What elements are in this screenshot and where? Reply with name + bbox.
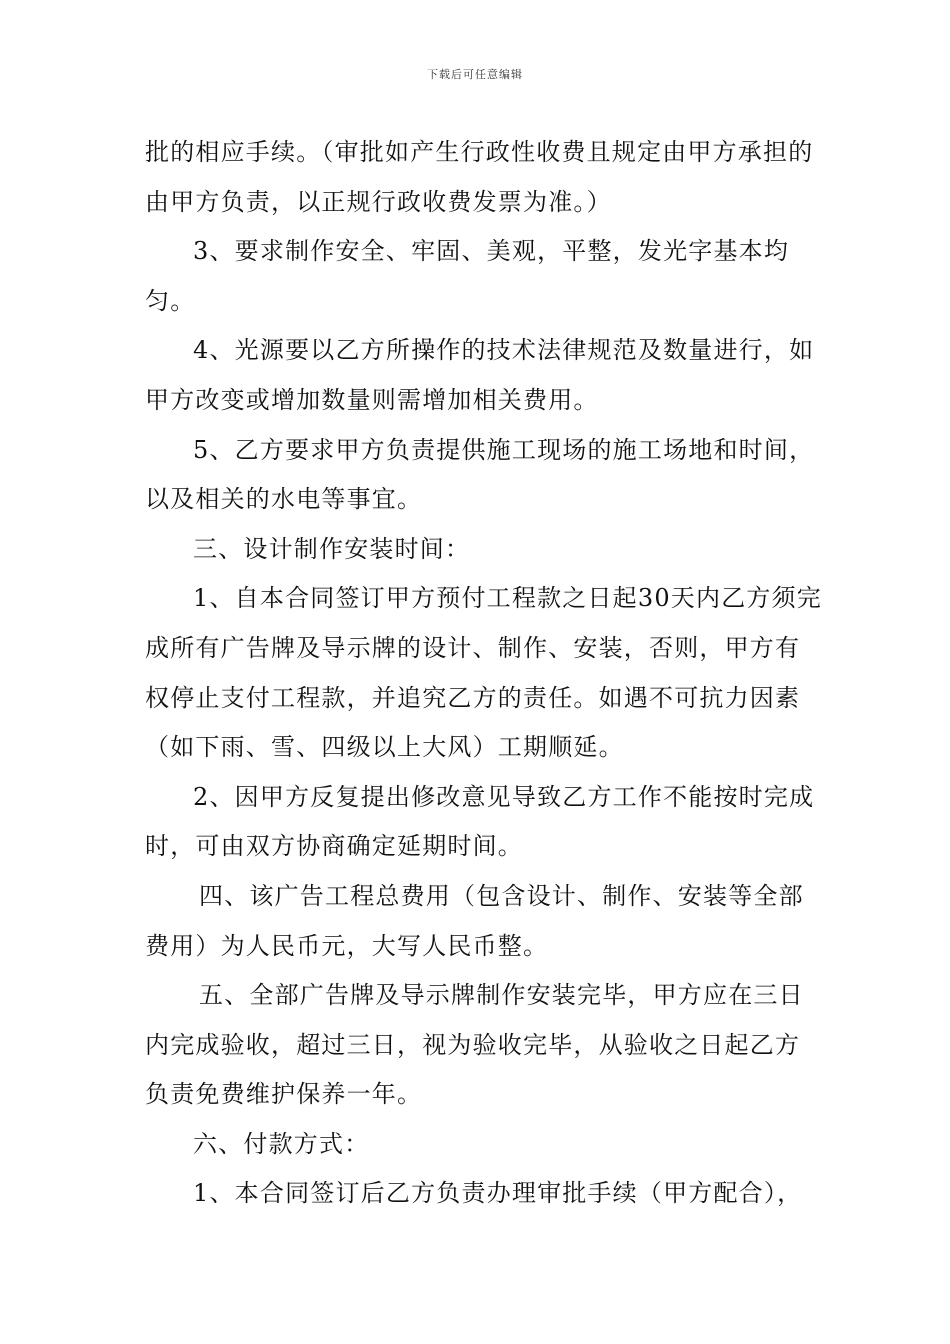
paragraph-clause-3: 3、要求制作安全、牢固、美观，平整，发光字基本均匀。 (145, 237, 790, 315)
paragraph-clause-4: 4、光源要以乙方所操作的技术法律规范及数量进行，如甲方改变或增加数量则需增加相关费用。 (145, 336, 815, 414)
paragraph-approval-continuation: 批的相应手续。（审批如产生行政性收费且规定由甲方承担的由甲方负责，以正规行政收费发票为准。） (145, 138, 814, 216)
paragraph-schedule-2: 2、因甲方反复提出修改意见导致乙方工作不能按时完成时，可由双方协商确定延期时间。 (145, 782, 815, 861)
paragraph-clause-5: 5、乙方要求甲方负责提供施工现场的施工场地和时间，以及相关的水电等事宜。 (145, 435, 815, 514)
section-heading-schedule: 三、设计制作安装时间： (193, 534, 471, 563)
section-heading-acceptance: 五、全部广告牌及导示牌制作安装完毕，甲方应在三日内完成验收，超过三日，视为验收完毕，从验收之日起乙方负责免费维护保养一年。 (145, 981, 804, 1109)
document-body (145, 128, 825, 1219)
page-header: 下载后可任意编辑 (427, 68, 523, 81)
paragraph-schedule-1: 1、自本合同签订甲方预付工程款之日起30天内乙方须完成所有广告牌及导示牌的设计、制作、安装，否则，甲方有权停止支付工程款，并追究乙方的责任。如遇不可抗力因素（如下雨、雪、四级以上大风）工期顺延。 (145, 584, 823, 762)
section-heading-total-cost: 四、该广告工程总费用（包含设计、制作、安装等全部费用）为人民币元，大写人民币整。 (145, 881, 804, 960)
paragraph-payment-1: 1、本合同签订后乙方负责办理审批手续（甲方配合）， (193, 1179, 803, 1208)
section-heading-payment: 六、付款方式： (193, 1129, 370, 1158)
